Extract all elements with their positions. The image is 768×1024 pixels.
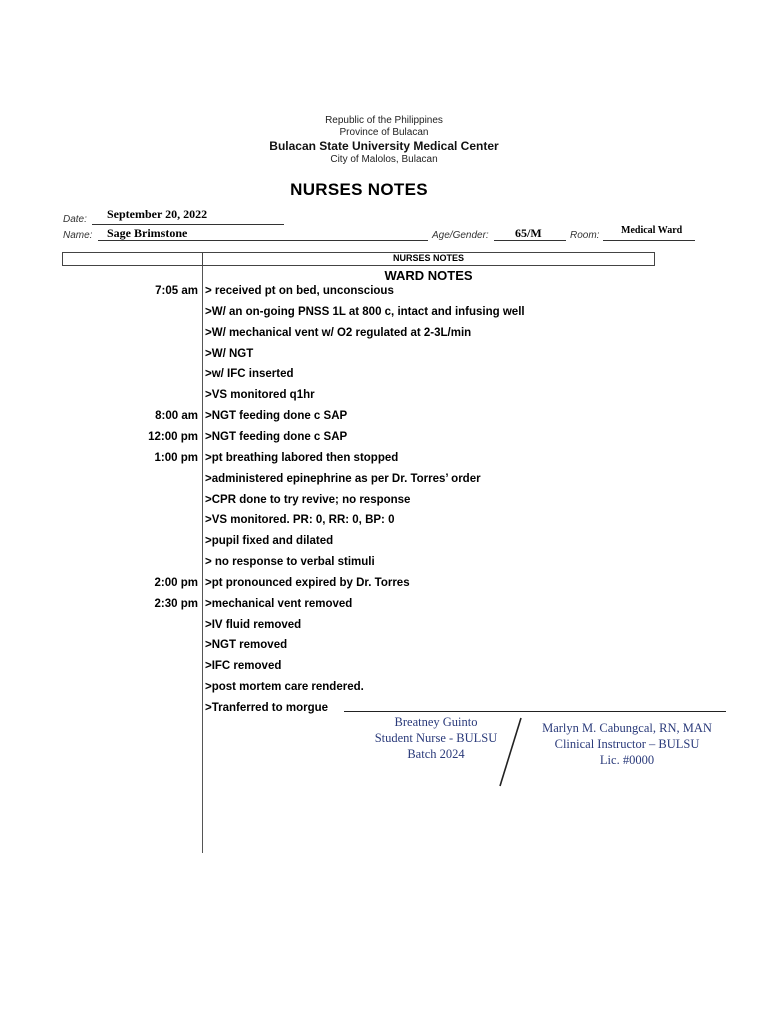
date-underline — [92, 224, 284, 225]
name-value: Sage Brimstone — [107, 226, 188, 240]
entry-note: >w/ IFC inserted — [205, 368, 294, 380]
instructor-name: Marlyn M. Cabungcal, RN, MAN — [542, 721, 712, 735]
entry-time: 8:00 am — [155, 410, 198, 422]
entry-note: >mechanical vent removed — [205, 598, 353, 610]
time-note-divider — [202, 266, 203, 853]
entry-note: > received pt on bed, unconscious — [205, 285, 394, 297]
instructor-signature — [524, 720, 730, 768]
entry-note: >post mortem care rendered. — [205, 681, 364, 693]
student-name: Breatney Guinto — [394, 715, 478, 729]
entry-note: >W/ mechanical vent w/ O2 regulated at 2-3L/min — [205, 327, 472, 339]
section-title: WARD NOTES — [384, 268, 473, 283]
entry-time: 7:05 am — [155, 285, 198, 297]
age-gender-value: 65/M — [515, 226, 542, 240]
entry-note: >administered epinephrine as per Dr. Torres’ order — [205, 473, 481, 485]
entry-note: >Tranferred to morgue — [205, 702, 329, 714]
entry-note: >pt pronounced expired by Dr. Torres — [205, 577, 410, 589]
document-title: NURSES NOTES — [290, 180, 428, 199]
entry-note: >CPR done to try revive; no response — [205, 494, 411, 506]
table-header-label: NURSES NOTES — [392, 253, 464, 263]
signature-slash — [495, 716, 525, 788]
student-signature — [354, 714, 518, 762]
entry-note: >W/ NGT — [205, 348, 254, 360]
entry-note: >NGT removed — [205, 639, 288, 651]
entry-note: >pt breathing labored then stopped — [205, 452, 399, 464]
instructor-license: Lic. #0000 — [599, 753, 655, 767]
entry-note: >NGT feeding done c SAP — [205, 410, 348, 422]
entry-note: >VS monitored. PR: 0, RR: 0, BP: 0 — [205, 514, 395, 526]
entry-note: >VS monitored q1hr — [205, 389, 315, 401]
entry-note: >NGT feeding done c SAP — [205, 431, 348, 443]
entry-note: >IFC removed — [205, 660, 282, 672]
student-role: Student Nurse - BULSU — [374, 731, 498, 745]
header-institution: Bulacan State University Medical Center — [269, 139, 499, 153]
age-gender-label: Age/Gender: — [432, 230, 489, 241]
student-batch: Batch 2024 — [407, 747, 465, 761]
header-city: City of Malolos, Bulacan — [330, 154, 438, 165]
entry-time: 1:00 pm — [154, 452, 198, 464]
room-value: Medical Ward — [621, 225, 683, 236]
entry-note: > no response to verbal stimuli — [205, 556, 375, 568]
header-republic: Republic of the Philippines — [325, 115, 443, 126]
entry-time: 12:00 pm — [148, 431, 198, 443]
entry-time: 2:30 pm — [154, 598, 198, 610]
header-province: Province of Bulacan — [339, 127, 429, 138]
room-underline — [603, 240, 695, 241]
entry-note: >pupil fixed and dilated — [205, 535, 334, 547]
instructor-role: Clinical Instructor – BULSU — [554, 737, 700, 751]
date-value: September 20, 2022 — [107, 207, 208, 221]
entry-time: 2:00 pm — [154, 577, 198, 589]
signature-line — [344, 711, 726, 712]
date-label: Date: — [63, 214, 87, 225]
name-label: Name: — [63, 230, 93, 241]
entry-note: >IV fluid removed — [205, 619, 302, 631]
room-label: Room: — [570, 230, 600, 241]
entry-note: >W/ an on-going PNSS 1L at 800 c, intact and infusing well — [205, 306, 525, 318]
